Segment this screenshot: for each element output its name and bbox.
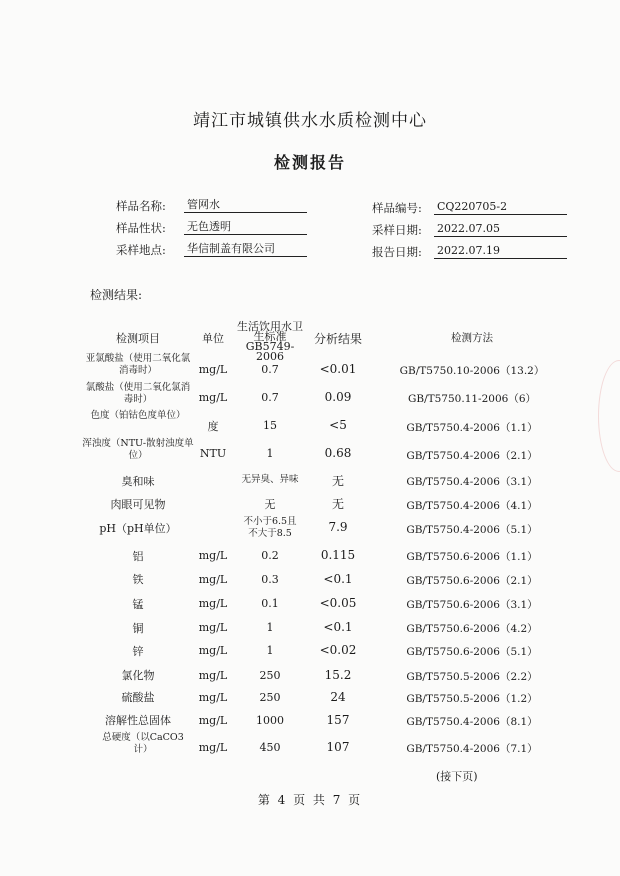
sample-date-label: 采样日期: <box>372 223 422 237</box>
row-result: <0.05 <box>319 596 357 610</box>
row-method: GB/T5750.5-2006（1.2） <box>406 693 538 705</box>
row-unit: mg/L <box>198 714 228 727</box>
row-item: 臭和味 <box>121 475 155 488</box>
row-result: 24 <box>330 690 346 704</box>
sample-number-value: CQ220705-2 <box>434 199 567 215</box>
row-unit: mg/L <box>198 573 228 586</box>
row-unit: mg/L <box>198 669 228 682</box>
row-result: <5 <box>329 418 347 432</box>
report-title: 检测报告 <box>273 153 346 172</box>
row-standard: 无 <box>264 498 276 511</box>
sample-name-value: 管网水 <box>184 197 307 213</box>
report-date-value: 2022.07.19 <box>434 243 567 259</box>
row-result: <0.1 <box>323 620 353 634</box>
row-result: 0.68 <box>324 446 352 460</box>
results-label: 检测结果: <box>90 288 143 302</box>
page-number: 第 4 页 共 7 页 <box>257 793 363 807</box>
row-item: 铜 <box>132 622 144 635</box>
sample-name-label: 样品名称: <box>116 199 166 213</box>
row-standard: 0.7 <box>261 391 279 404</box>
row-unit: mg/L <box>198 597 228 610</box>
row-method: GB/T5750.4-2006（8.1） <box>406 716 538 728</box>
row-method: GB/T5750.6-2006（1.1） <box>406 551 538 563</box>
row-method: GB/T5750.6-2006（3.1） <box>406 599 538 611</box>
header-item: 检测项目 <box>116 332 160 345</box>
header-method: 检测方法 <box>451 332 493 344</box>
row-standard: 0.2 <box>261 549 279 562</box>
row-standard: 0.7 <box>261 363 279 376</box>
sample-site-label: 采样地点: <box>116 243 166 257</box>
row-result: <0.1 <box>323 572 353 586</box>
header-standard: 生活饮用水卫生标准GB5749-2006 <box>237 320 303 363</box>
row-method: GB/T5750.11-2006（6） <box>407 393 536 405</box>
row-result: <0.02 <box>319 643 357 657</box>
row-standard: 0.1 <box>261 597 279 610</box>
row-result: 7.9 <box>328 520 348 534</box>
row-item: 铝 <box>132 550 144 563</box>
row-result: 15.2 <box>324 668 352 682</box>
organization-name: 靖江市城镇供水水质检测中心 <box>193 111 427 131</box>
row-item: 亚氯酸盐（使用二氧化氯消毒时） <box>85 353 191 376</box>
row-method: GB/T5750.6-2006（4.2） <box>406 623 538 635</box>
row-method: GB/T5750.4-2006（1.1） <box>406 422 538 434</box>
row-item: 肉眼可见物 <box>110 498 166 511</box>
row-item: 铁 <box>132 573 144 586</box>
row-method: GB/T5750.4-2006（4.1） <box>406 500 538 512</box>
row-method: GB/T5750.4-2006（3.1） <box>406 476 538 488</box>
row-item: 氯化物 <box>121 669 155 682</box>
row-unit: 度 <box>207 420 219 433</box>
row-standard: 1000 <box>256 714 284 727</box>
row-standard: 450 <box>259 741 281 754</box>
row-standard: 250 <box>259 691 281 704</box>
row-standard: 1 <box>266 447 274 460</box>
row-method: GB/T5750.4-2006（2.1） <box>406 450 538 462</box>
report-date-label: 报告日期: <box>372 245 422 259</box>
row-item: 色度（铂钴色度单位） <box>90 410 186 421</box>
row-result: 无 <box>331 474 344 488</box>
sample-site-value: 华信制盖有限公司 <box>184 241 307 257</box>
row-unit: NTU <box>199 447 227 460</box>
row-item: 溶解性总固体 <box>105 714 171 727</box>
header-unit: 单位 <box>202 332 224 345</box>
row-result: 0.115 <box>320 548 356 562</box>
row-item: 浑浊度（NTU-散射浊度单位） <box>82 438 194 461</box>
row-method: GB/T5750.5-2006（2.2） <box>406 671 538 683</box>
row-unit: mg/L <box>198 741 228 754</box>
row-method: GB/T5750.10-2006（13.2） <box>399 365 545 377</box>
seal-stamp <box>598 360 620 472</box>
sample-property-label: 样品性状: <box>116 221 166 235</box>
row-result: 157 <box>326 713 350 727</box>
sample-property-value: 无色透明 <box>184 219 307 235</box>
row-method: GB/T5750.4-2006（7.1） <box>406 743 538 755</box>
row-result: 无 <box>331 497 344 511</box>
continued-note: (接下页) <box>436 770 478 783</box>
sample-date-value: 2022.07.05 <box>434 221 567 237</box>
row-unit: mg/L <box>198 621 228 634</box>
row-unit: mg/L <box>198 644 228 657</box>
row-item: 总硬度（以CaCO3计） <box>102 732 184 755</box>
row-standard: 1 <box>266 644 274 657</box>
row-method: GB/T5750.6-2006（2.1） <box>406 575 538 587</box>
header-result: 分析结果 <box>313 332 362 346</box>
row-unit: mg/L <box>198 549 228 562</box>
sample-number-label: 样品编号: <box>372 201 422 215</box>
row-standard: 不小于6.5且不大于8.5 <box>243 516 297 539</box>
row-item: 氯酸盐（使用二氧化氯消毒时） <box>85 382 191 405</box>
row-method: GB/T5750.4-2006（5.1） <box>406 524 538 536</box>
row-item: pH（pH单位） <box>99 522 177 535</box>
row-item: 锰 <box>132 598 144 611</box>
row-standard: 250 <box>259 669 281 682</box>
row-standard: 1 <box>266 621 274 634</box>
row-unit: mg/L <box>198 363 228 376</box>
row-result: 0.09 <box>324 390 352 404</box>
row-item: 硫酸盐 <box>121 691 155 704</box>
row-result: <0.01 <box>319 362 357 376</box>
row-unit: mg/L <box>198 391 228 404</box>
row-standard: 0.3 <box>261 573 279 586</box>
row-standard: 15 <box>263 419 277 432</box>
row-unit: mg/L <box>198 691 228 704</box>
row-result: 107 <box>326 740 350 754</box>
row-item: 锌 <box>132 645 144 658</box>
row-standard: 无异臭、异味 <box>241 474 299 485</box>
row-method: GB/T5750.6-2006（5.1） <box>406 646 538 658</box>
